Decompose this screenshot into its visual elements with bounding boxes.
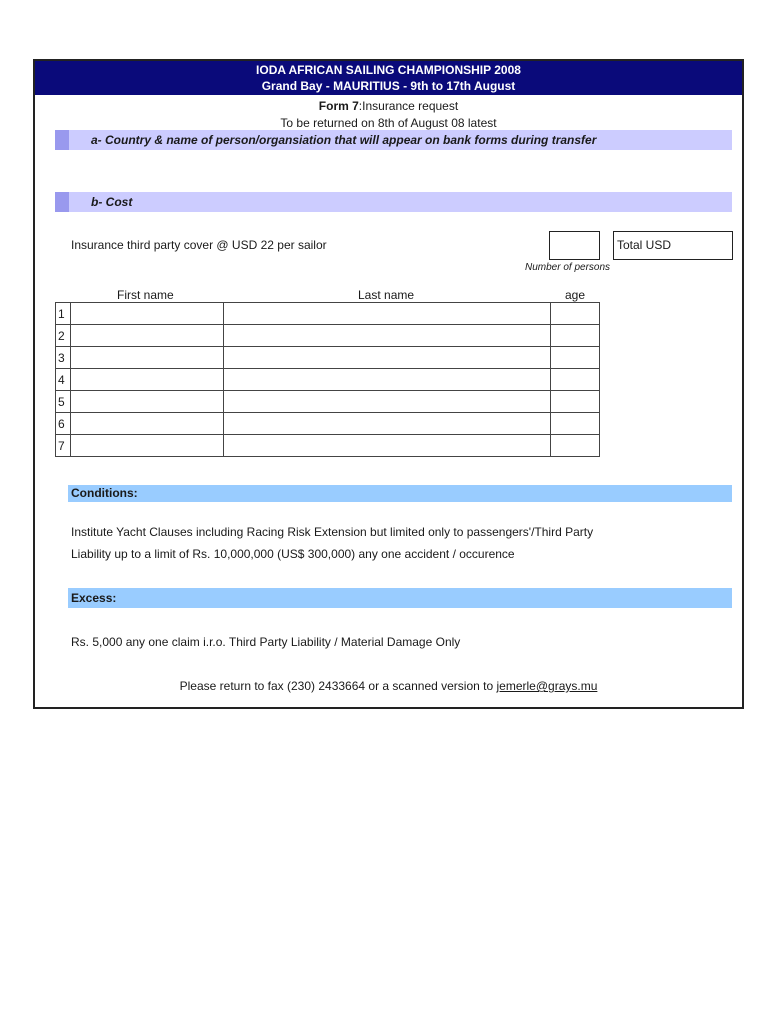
last-name-cell[interactable] [224,347,551,369]
conditions-bar [68,485,732,502]
conditions-line-2: Liability up to a limit of Rs. 10,000,000 (US$ 300,000) any one accident / occurence [71,547,515,561]
table-row [56,369,600,391]
row-number: 2 [56,325,71,347]
first-name-cell[interactable] [71,369,224,391]
last-name-cell[interactable] [224,303,551,325]
last-name-cell[interactable] [224,413,551,435]
first-name-cell[interactable] [71,391,224,413]
age-cell[interactable] [551,347,600,369]
event-subtitle: Grand Bay - MAURITIUS - 9th to 17th August [261,79,516,93]
first-name-cell[interactable] [71,347,224,369]
last-name-cell[interactable] [224,435,551,457]
return-text: Please return to fax (230) 2433664 or a scanned version to [179,679,497,693]
insurance-form [33,59,744,709]
insurance-cover-text: Insurance third party cover @ USD 22 per sailor [71,238,327,252]
first-name-cell[interactable] [71,303,224,325]
last-name-header: Last name [358,288,415,302]
total-usd-box[interactable] [613,231,733,260]
table-row [56,325,600,347]
form-number: Form 7 [318,99,359,113]
form-deadline: To be returned on 8th of August 08 latest [280,116,497,130]
table-row [56,391,600,413]
row-number: 3 [56,347,71,369]
first-name-cell[interactable] [71,325,224,347]
persons-table [55,302,600,457]
form-name: :Insurance request [358,99,459,113]
age-cell[interactable] [551,413,600,435]
conditions-line-1: Institute Yacht Clauses including Racing Risk Extension but limited only to passengers'/Third Party [71,525,594,539]
form-header [35,61,742,95]
form-title [35,99,742,113]
total-usd-label: Total USD [617,238,672,252]
section-b-label: b- Cost [91,195,133,209]
section-a-bar [55,130,732,150]
age-cell[interactable] [551,369,600,391]
age-cell[interactable] [551,303,600,325]
conditions-label: Conditions: [71,486,138,500]
excess-bar [68,588,732,608]
excess-label: Excess: [71,591,117,605]
first-name-cell[interactable] [71,435,224,457]
return-instructions [35,679,742,693]
age-cell[interactable] [551,391,600,413]
row-number: 7 [56,435,71,457]
last-name-cell[interactable] [224,391,551,413]
table-row [56,303,600,325]
age-header: age [565,288,586,302]
first-name-header: First name [117,288,174,302]
table-row [56,435,600,457]
row-number: 4 [56,369,71,391]
last-name-cell[interactable] [224,369,551,391]
section-b-bar [55,192,732,212]
table-row [56,413,600,435]
first-name-cell[interactable] [71,413,224,435]
section-a-label: a- Country & name of person/organsiation that will appear on bank forms during transfer [91,133,597,147]
row-number: 5 [56,391,71,413]
table-row [56,347,600,369]
number-of-persons-caption: Number of persons [525,262,611,273]
last-name-cell[interactable] [224,325,551,347]
excess-text: Rs. 5,000 any one claim i.r.o. Third Party Liability / Material Damage Only [71,635,461,649]
number-of-persons-input[interactable] [549,231,600,260]
row-number: 6 [56,413,71,435]
row-number: 1 [56,303,71,325]
event-title: IODA AFRICAN SAILING CHAMPIONSHIP 2008 [256,63,521,77]
email-link[interactable]: jemerle@grays.mu [496,679,598,693]
age-cell[interactable] [551,435,600,457]
age-cell[interactable] [551,325,600,347]
